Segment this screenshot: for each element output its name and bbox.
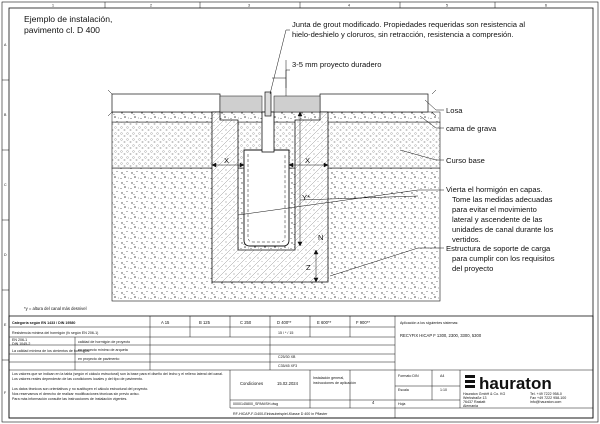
grid-top-4: 4 [348, 3, 350, 8]
drawing-ref: RF-HICAP-F-D400-Einbaubeispiel-Klasse D 400 in Pflaster [233, 412, 328, 416]
install-value: 4 [372, 400, 375, 405]
escala-value: 1:10 [440, 388, 447, 392]
install-label-2: instrucciones de aplicación [313, 381, 356, 385]
legal-line-2: Nos reservamos el derecho de realizar modificaciones técnicas sin previo aviso. [12, 392, 140, 396]
drawing-title-line2: pavimento cl. D 400 [24, 25, 100, 35]
row2a-label: EN 206-1 [12, 338, 28, 342]
row3-value: C25/30 XB [278, 355, 296, 359]
install-label-1: Instalación general, [313, 376, 345, 380]
app-value: RECYFIX HICAP F 1300, 2300, 3300, 5300 [400, 333, 482, 338]
row2b-label: DIN 1045-2 [12, 342, 31, 346]
gravel-bed [112, 112, 440, 122]
row2-desc: calidad de hormigón de proyecto [78, 340, 131, 344]
address-line-4: Alemania [463, 404, 478, 408]
note-line-2: Los valores reales dependerán de las condiciones locales y del tipo de pavimento. [12, 377, 144, 381]
hauraton-logo [465, 374, 552, 393]
grid-top-5: 5 [446, 3, 448, 8]
class-d400: D 400** [277, 320, 292, 325]
row0-label: Categoría según EN 1433 / DIN 19580 [12, 321, 76, 325]
class-c250: C 250 [240, 320, 252, 325]
grid-side-b: B [4, 113, 7, 117]
grout-joint-left [220, 96, 262, 112]
callout-vierta-4: lateral y ascendente de las [452, 215, 543, 224]
callout-vierta-1: Vierta el hormigón en capas. [446, 185, 543, 194]
callout-vierta-2: Tome las medidas adecuadas [452, 195, 553, 204]
legal-line-3: Para más información consulte las instrucciones de instalación vigentes. [12, 397, 128, 401]
callout-base: Curso base [446, 156, 485, 165]
address-line-1: Hauraton GmbH & Co. KG [463, 392, 506, 396]
contact-line-2: Fax +49 7222 958-100 [530, 396, 567, 400]
file-code: 0000145800_SPANISH.dwg [233, 402, 279, 406]
dim-x-left: X [224, 156, 230, 165]
grid-side-e: E [4, 323, 7, 327]
address-line-3: 76437 Rastatt [463, 400, 486, 404]
contact-line-3: info@hauraton.com [530, 400, 562, 404]
class-a15: A 15 [161, 320, 170, 325]
dim-x-right: X [305, 156, 311, 165]
callout-gap: 3-5 mm proyecto duradero [292, 60, 382, 69]
formato-value: A4 [440, 374, 445, 378]
grid-side-c: C [4, 183, 7, 187]
grid-side-d: D [4, 253, 7, 257]
app-label: Aplicación a los siguientes sistemas: [400, 321, 459, 325]
row4-desc: en proyecto de pavimento [78, 357, 120, 361]
formato-label: Formato DIN [398, 374, 419, 378]
callout-estructura-3: del proyecto [452, 264, 494, 273]
grid-top-3: 3 [248, 3, 250, 8]
grid-top-1: 1 [52, 3, 54, 8]
brand-name: hauraton [479, 374, 552, 393]
grout-joint-right [274, 96, 320, 112]
drawing-title-line1: Ejemplo de instalación, [24, 14, 113, 24]
channel-neck [262, 112, 274, 152]
class-e600: E 600** [317, 320, 332, 325]
legal-line-1: Los datos técnicos son orientativos y no sustituyen el cálculo estructural del proyecto. [12, 387, 149, 391]
conditions-date: 15.02.2024 [277, 381, 298, 386]
conditions-label: Condiciones [240, 381, 264, 386]
callout-grout-line1: Junta de grout modificado. Propiedades requeridas son resistencia al [292, 20, 526, 29]
contact-line-1: Tel. +49 7222 958-0 [530, 392, 562, 396]
hoja-label: Hoja [398, 402, 406, 406]
callout-vierta-6: vertidos. [452, 235, 481, 244]
row1-value: 15 / * / 15 [278, 331, 294, 335]
row3-desc: en proyecto mínimo de arqueta [78, 348, 128, 352]
callout-vierta-5: unidades de canal durante los [452, 225, 554, 234]
grid-top-6: 6 [545, 3, 547, 8]
callout-grava: cama de grava [446, 124, 497, 133]
note-line-1: Los valores que se indican en la tabla (según el cálculo estructural) son la base para el diseño del lecho y el relleno lateral del canal. [12, 372, 223, 376]
class-b125: B 125 [199, 320, 210, 325]
dim-n: N [318, 233, 324, 242]
class-f900: F 900** [356, 320, 370, 325]
callout-estructura-2: para cumplir con los requisitos [452, 254, 555, 263]
callout-vierta-3: para evitar el movimiento [452, 205, 537, 214]
row3-label: La calidad mínima de los cimientos de hormigón [12, 349, 89, 353]
escala-label: Escala [398, 388, 409, 392]
channel-body [244, 150, 289, 246]
callout-losa: Losa [446, 106, 463, 115]
callout-grout-line2: hielo-deshielo y cloruros, sin retracción, resistencia a compresión. [292, 30, 514, 39]
grid-side-f: F [4, 391, 7, 395]
dim-y: Y* [302, 193, 311, 202]
address-line-2: Werkstraße 13 [463, 396, 487, 400]
grid-top-2: 2 [150, 3, 152, 8]
callout-estructura-1: Estructura de soporte de carga [446, 244, 551, 253]
row1-label: Resistencia mínima del hormigón (fc según EN 206-1) [12, 331, 99, 335]
row4-value: C35/45 XF3 [278, 364, 298, 368]
dim-z: Z [306, 263, 311, 272]
footnote: *y = altura del canal más desnivel [24, 306, 87, 311]
channel-slot-grate [265, 92, 271, 116]
grid-side-a: A [4, 43, 7, 47]
